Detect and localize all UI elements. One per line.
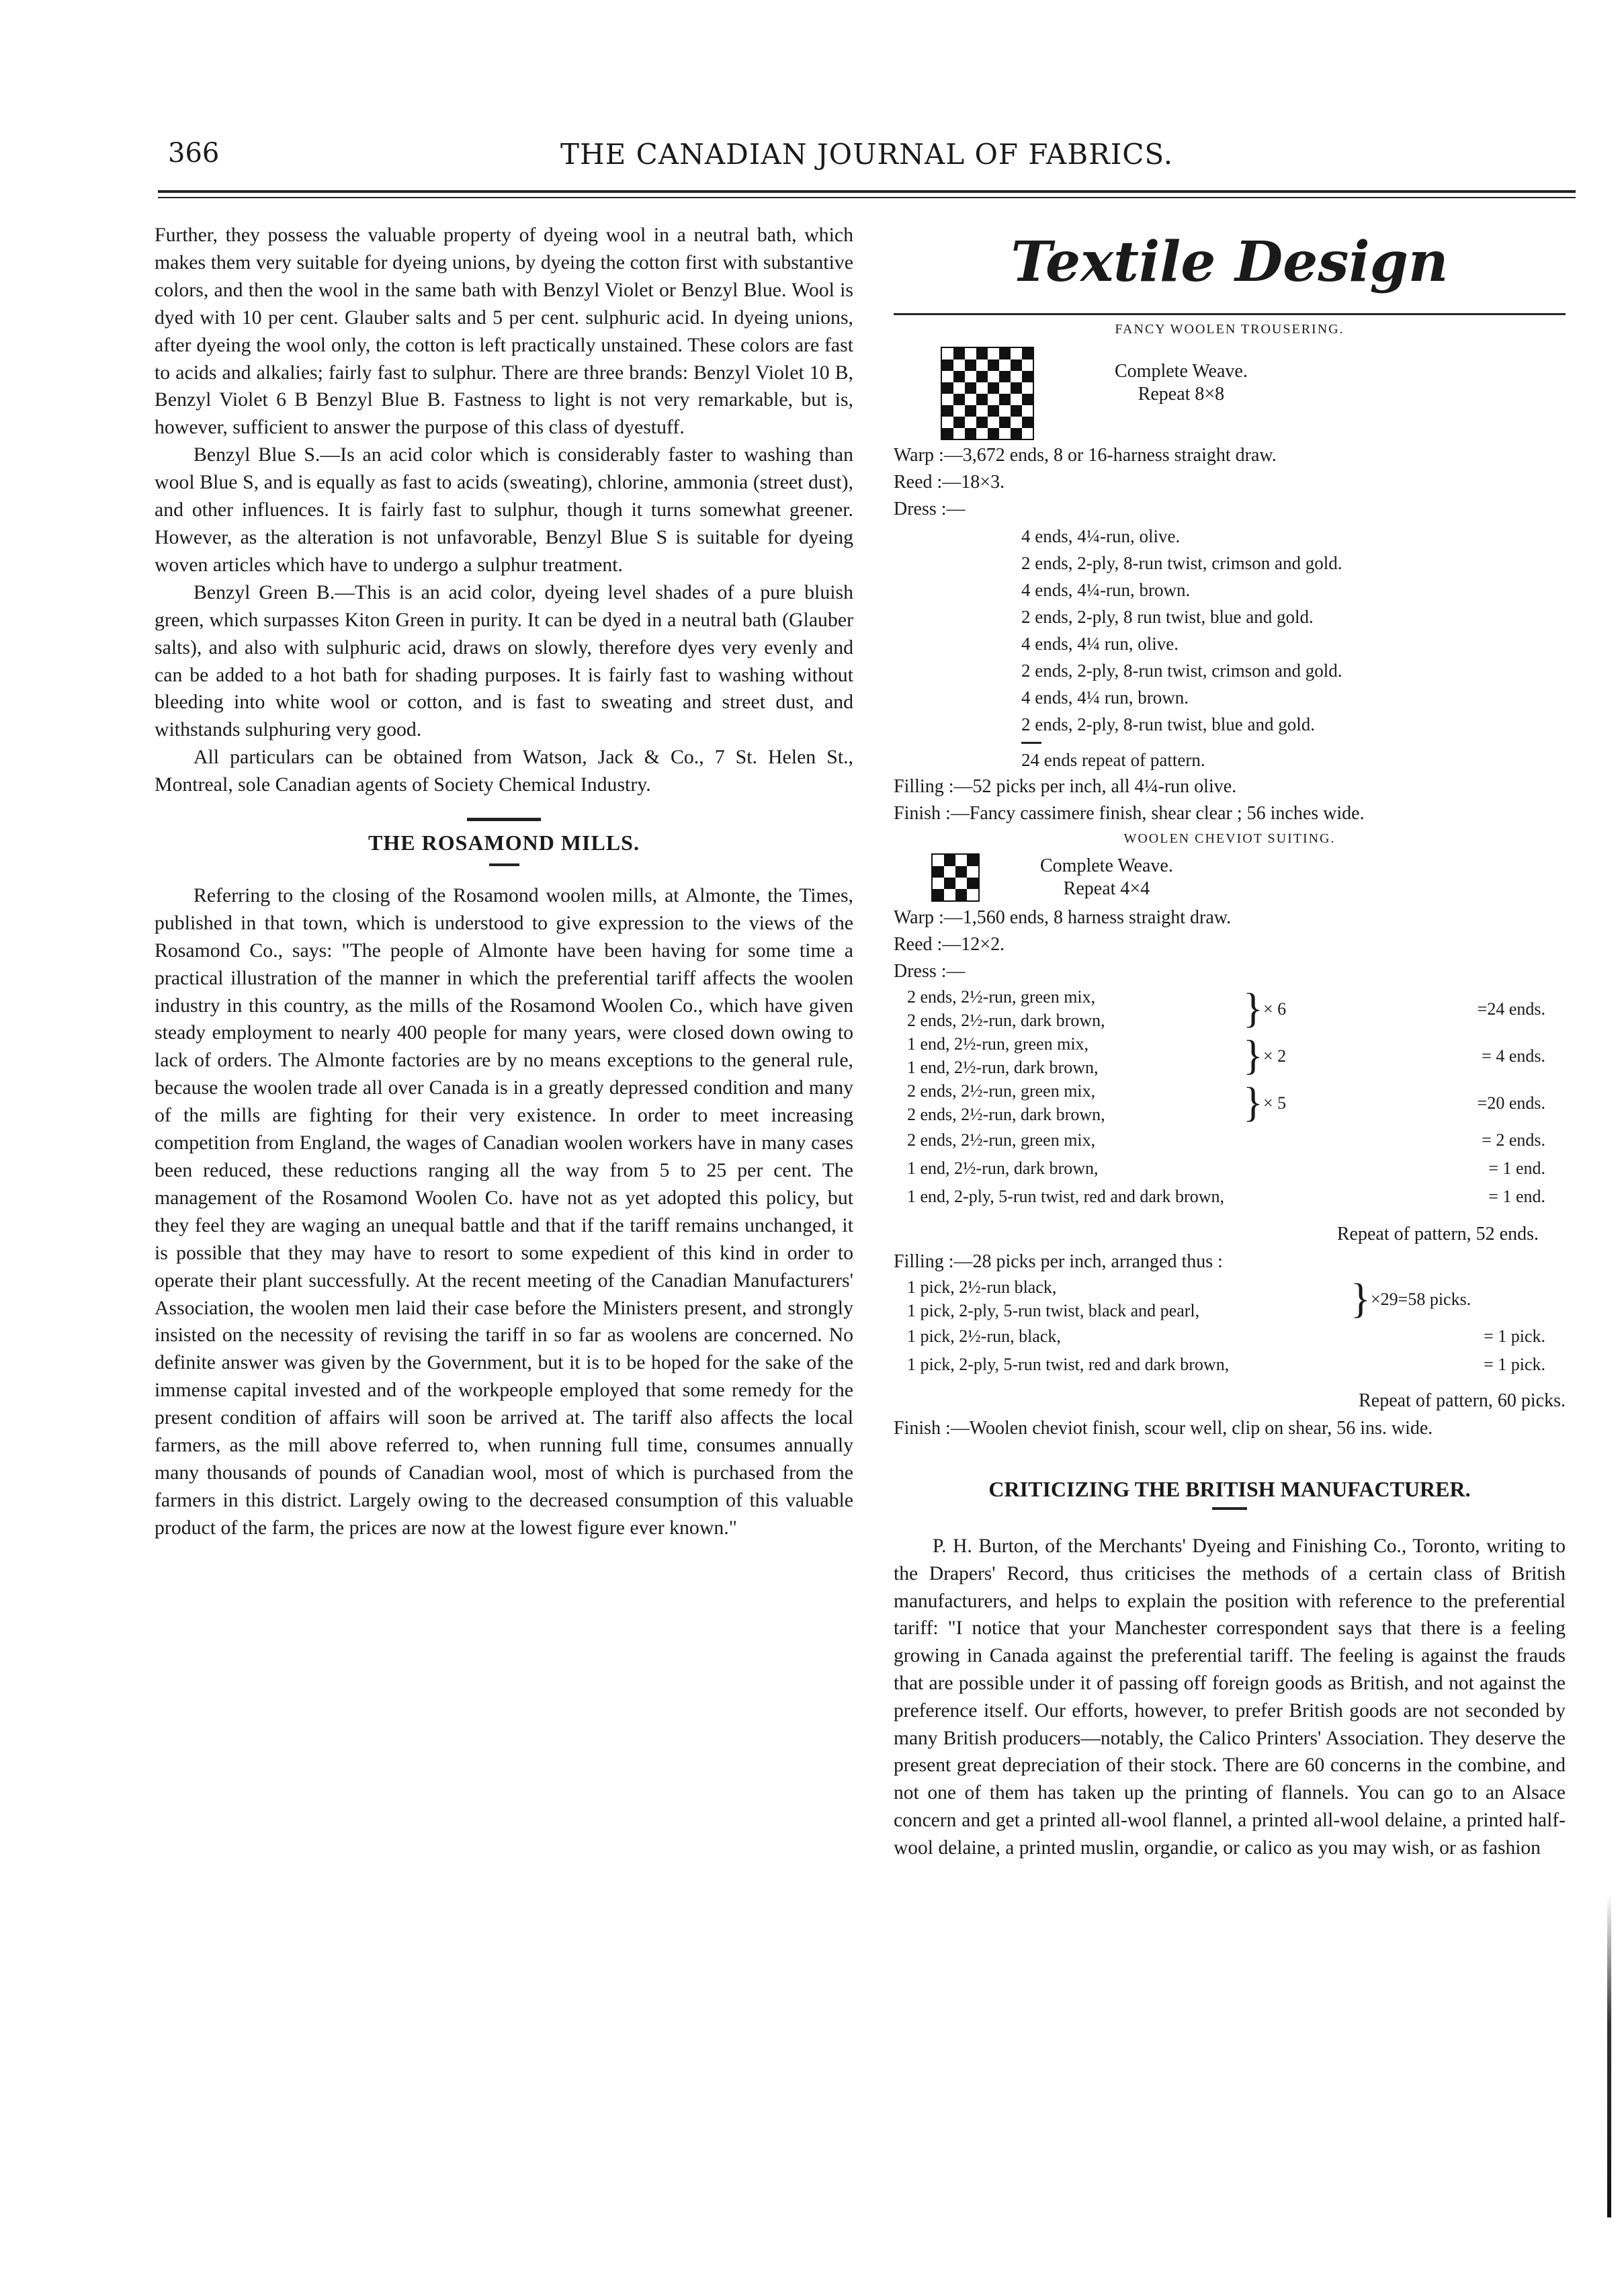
item-result: = 2 ends. — [1482, 1130, 1545, 1150]
weave-diagram-row — [894, 851, 1566, 904]
dress-item: 1 end, 2½-run, dark brown, — [907, 1158, 1099, 1178]
header-rule-thin — [158, 197, 1576, 198]
dress-label: Dress :— — [894, 961, 966, 982]
paragraph: All particulars can be obtained from Watson, Jack & Co., 7 St. Helen St., Montreal, sole Canadian agents of Society Chemical Industry. — [155, 746, 853, 796]
group-result: = 4 ends. — [1482, 1046, 1545, 1066]
dress-item: 2 ends, 2-ply, 8-run twist, blue and gold. — [1021, 714, 1315, 734]
item-result: = 1 pick. — [1484, 1355, 1545, 1374]
filling-total: Repeat of pattern, 60 picks. — [1359, 1390, 1566, 1411]
repeat-total: Repeat of pattern, 52 ends. — [1336, 1224, 1539, 1244]
section-ornament — [467, 818, 541, 821]
filling-item: 1 pick, 2½-run, black, — [907, 1326, 1061, 1346]
sum-rule — [1021, 742, 1041, 744]
weave-repeat: Repeat 8×8 — [1138, 384, 1225, 405]
weave-diagram — [931, 853, 980, 902]
binding-edge — [1607, 1895, 1611, 2217]
weave-caption — [1040, 855, 1173, 900]
weave-caption — [1115, 360, 1248, 406]
header-rule — [158, 190, 1576, 193]
cheviot-heading: WOOLEN CHEVIOT SUITING. — [1123, 831, 1336, 846]
left-column — [155, 222, 853, 1542]
filling-item: 1 pick, 2½-run black, — [907, 1277, 1057, 1297]
paragraph: Referring to the closing of the Rosamond woolen mills, at Almonte, the Times, published in that town, which is understood to give expression to the views of the Rosamond Co., says: "The people of Almonte have been having for some time a practical illustration of the manner in which the preferential tariff affects the woolen industry in this country, as the mills of the Rosamond Woolen Co., which have given steady employment to nearly 400 people for many years, were closed down owing to lack of orders. The Almonte factories are by no means exceptions to the general rule, because the woolen trade all over Canada is in a greatly depressed condition and many of the mills are fighting for their very existence. In order to meet increasing competition from England, the wages of Canadian woolen workers have in many cases been reduced, these reductions ranging all the way from 5 to 25 per cent. The management of the Rosamond Woolen Co. have not as yet adopted this policy, but they feel they are waging an unequal battle and that if the tariff remains unchanged, it is possible that they may have to resort to some expedient of this kind in order to operate their plant successfully. At the recent meeting of the Canadian Manufacturers' Association, the woolen men laid their case before the Ministers present, and strongly insisted on the necessity of revising the tariff in so far as woolens are concerned. No definite answer was given by the Government, but it is to be hoped for the sake of the immense capital invested and of the workpeople employed that some remedy for the present condition of affairs will soon be arrived at. The tariff also affects the local farmers, as the mill above referred to, when running full time, consumes annually many thousands of pounds of Canadian wool, most of which is purchased from the farmers in this district. Largely owing to the decreased consumption of this valuable product of the farm, the prices are now at the lowest figure ever known." — [155, 884, 853, 1539]
warp-line: Warp :—1,560 ends, 8 harness straight draw. — [894, 907, 1232, 928]
section-title: THE ROSAMOND MILLS. — [368, 831, 640, 855]
dress-item: 2 ends, 2-ply, 8-run twist, crimson and gold. — [1021, 553, 1342, 573]
group-result: =20 ends. — [1477, 1093, 1545, 1113]
section-rule — [894, 313, 1566, 315]
dress-single — [894, 1183, 1566, 1211]
brace: } — [1243, 1033, 1263, 1078]
textile-design-title: Textile Design — [1011, 230, 1449, 294]
weave-label: Complete Weave. — [1115, 361, 1248, 382]
finish-line: Finish :—Fancy cassimere finish, shear clear ; 56 inches wide. — [894, 803, 1365, 824]
multiplier: × 2 — [1263, 1046, 1287, 1066]
weave-label: Complete Weave. — [1040, 855, 1173, 876]
section-ornament — [1212, 1507, 1247, 1510]
dress-total: 24 ends repeat of pattern. — [1021, 750, 1205, 770]
dress-item: 1 end, 2-ply, 5-run twist, red and dark brown, — [907, 1187, 1224, 1206]
dress-item: 2 ends, 2½-run, green mix, — [907, 987, 1096, 1007]
dress-group — [894, 1032, 1566, 1079]
journal-title: THE CANADIAN JOURNAL OF FABRICS. — [560, 138, 1174, 171]
filling-item: 1 pick, 2-ply, 5-run twist, black and pearl, — [907, 1301, 1200, 1320]
dress-item: 2 ends, 2½-run, green mix, — [907, 1130, 1096, 1150]
brace: } — [1351, 1276, 1371, 1322]
group-result: =24 ends. — [1477, 999, 1545, 1019]
trousering-spec — [894, 442, 1566, 827]
dress-item: 4 ends, 4¼-run, olive. — [1021, 526, 1181, 546]
dress-item: 2 ends, 2½-run, green mix, — [907, 1081, 1096, 1101]
multiplier: × 6 — [1263, 999, 1287, 1019]
multiplier: ×29=58 picks. — [1371, 1289, 1471, 1309]
paragraph: Further, they possess the valuable property of dyeing wool in a neutral bath, which makes them very suitable for dyeing unions, by dyeing the cotton first with substantive colors, and then the wool in the same bath with Benzyl Violet or Benzyl Blue. Wool is dyed with 10 per cent. Glauber salts and 5 per cent. sulphuric acid. In dyeing unions, after dyeing the wool only, the cotton is left practically unstained. These colors are fast to acids and alkalies; fairly fast to sulphur. There are three brands: Benzyl Violet 10 B, Benzyl Violet 6 B Benzyl Blue B. Fastness to light is not very remarkable, but is, however, sufficient to answer the purpose of this class of dyestuff. — [155, 224, 853, 439]
weave-repeat: Repeat 4×4 — [1063, 878, 1150, 899]
dress-item: 2 ends, 2-ply, 8 run twist, blue and gold. — [1021, 607, 1314, 627]
reed-line: Reed :—12×2. — [894, 934, 1005, 955]
filling-group — [894, 1275, 1566, 1322]
dress-single — [894, 1126, 1566, 1154]
page-header — [168, 138, 1566, 178]
paragraph: Benzyl Green B.—This is an acid color, dyeing level shades of a pure bluish green, which surpasses Kiton Green in purity. It can be dyed in a neutral bath (Glauber salts), and also with sulphuric acid, draws on slowly, therefore dyes very evenly and can be added to a hot bath for shading purposes. It is fairly fast to washing without bleeding into white wool or cotton, and is fast to sweating and street dust, and withstands sulphuring very good. — [155, 581, 853, 741]
dress-label: Dress :— — [894, 499, 966, 519]
dress-item: 1 end, 2½-run, dark brown, — [907, 1058, 1099, 1077]
dress-item: 2 ends, 2½-run, dark brown, — [907, 1011, 1105, 1030]
trousering-heading: FANCY WOOLEN TROUSERING. — [1115, 322, 1344, 337]
dress-item: 4 ends, 4¼ run, olive. — [1021, 634, 1179, 654]
filling-single — [894, 1351, 1566, 1379]
dress-item: 2 ends, 2½-run, dark brown, — [907, 1105, 1105, 1124]
dress-group — [894, 985, 1566, 1032]
finish-line: Finish :—Woolen cheviot finish, scour well, clip on shear, 56 ins. wide. — [894, 1418, 1433, 1439]
section-ornament — [489, 863, 519, 866]
weave-diagram-row — [894, 341, 1566, 442]
page-number: 366 — [168, 138, 220, 169]
item-result: = 1 pick. — [1484, 1326, 1545, 1346]
filling-line: Filling :—28 picks per inch, arranged thus : — [894, 1251, 1223, 1272]
dress-item: 4 ends, 4¼-run, brown. — [1021, 580, 1191, 600]
warp-line: Warp :—3,672 ends, 8 or 16-harness straight draw. — [894, 445, 1277, 466]
item-result: = 1 end. — [1488, 1187, 1545, 1206]
item-result: = 1 end. — [1488, 1158, 1545, 1178]
paragraph: Benzyl Blue S.—Is an acid color which is considerably faster to washing than wool Blue S, and is equally as fast to acids (sweating), chlorine, ammonia (street dust), and other influences. It is fairly fast to sulphur, though it turns somewhat greener. However, as the alteration is not unfavorable, Benzyl Blue S is suitable for dyeing woven articles which have to undergo a sulphur treatment. — [155, 443, 853, 576]
filling-line: Filling :—52 picks per inch, all 4¼-run olive. — [894, 776, 1237, 797]
multiplier: × 5 — [1263, 1093, 1287, 1113]
weave-diagram — [941, 347, 1034, 440]
filling-single — [894, 1322, 1566, 1351]
dress-item: 2 ends, 2-ply, 8-run twist, crimson and gold. — [1021, 661, 1342, 681]
section-title: CRITICIZING THE BRITISH MANUFACTURER. — [988, 1477, 1471, 1501]
dress-single — [894, 1154, 1566, 1183]
dress-group — [894, 1079, 1566, 1126]
cheviot-spec — [894, 904, 1566, 985]
right-column — [894, 222, 1566, 1862]
dress-item: 4 ends, 4¼ run, brown. — [1021, 687, 1189, 708]
paragraph: P. H. Burton, of the Merchants' Dyeing and Finishing Co., Toronto, writing to the Drapers' Record, thus criticises the methods of a certain class of British manufacturers, and helps to explain the position with reference to the preferential tariff: "I notice that your Manchester correspondent says that there is a feeling growing in Canada against the preferential tariff. The feeling is against the frauds that are possible under it of passing off foreign goods as British, and not against the preference itself. Our efforts, however, to prefer British goods are not seconded by many British producers—notably, the Calico Printers' Association. They deserve the present great depreciation of their stock. There are 60 concerns in the combine, and not one of them has taken up the printing of flannels. You can go to an Alsace concern and get a printed all-wool flannel, a printed all-wool delaine, a printed half-wool delaine, a printed muslin, organdie, or calico as you may wish, or as fashion — [894, 1535, 1566, 1859]
filling-item: 1 pick, 2-ply, 5-run twist, red and dark brown, — [907, 1355, 1230, 1374]
reed-line: Reed :—18×3. — [894, 472, 1005, 493]
brace: } — [1243, 986, 1263, 1031]
dress-item: 1 end, 2½-run, green mix, — [907, 1034, 1089, 1054]
brace: } — [1243, 1080, 1263, 1126]
